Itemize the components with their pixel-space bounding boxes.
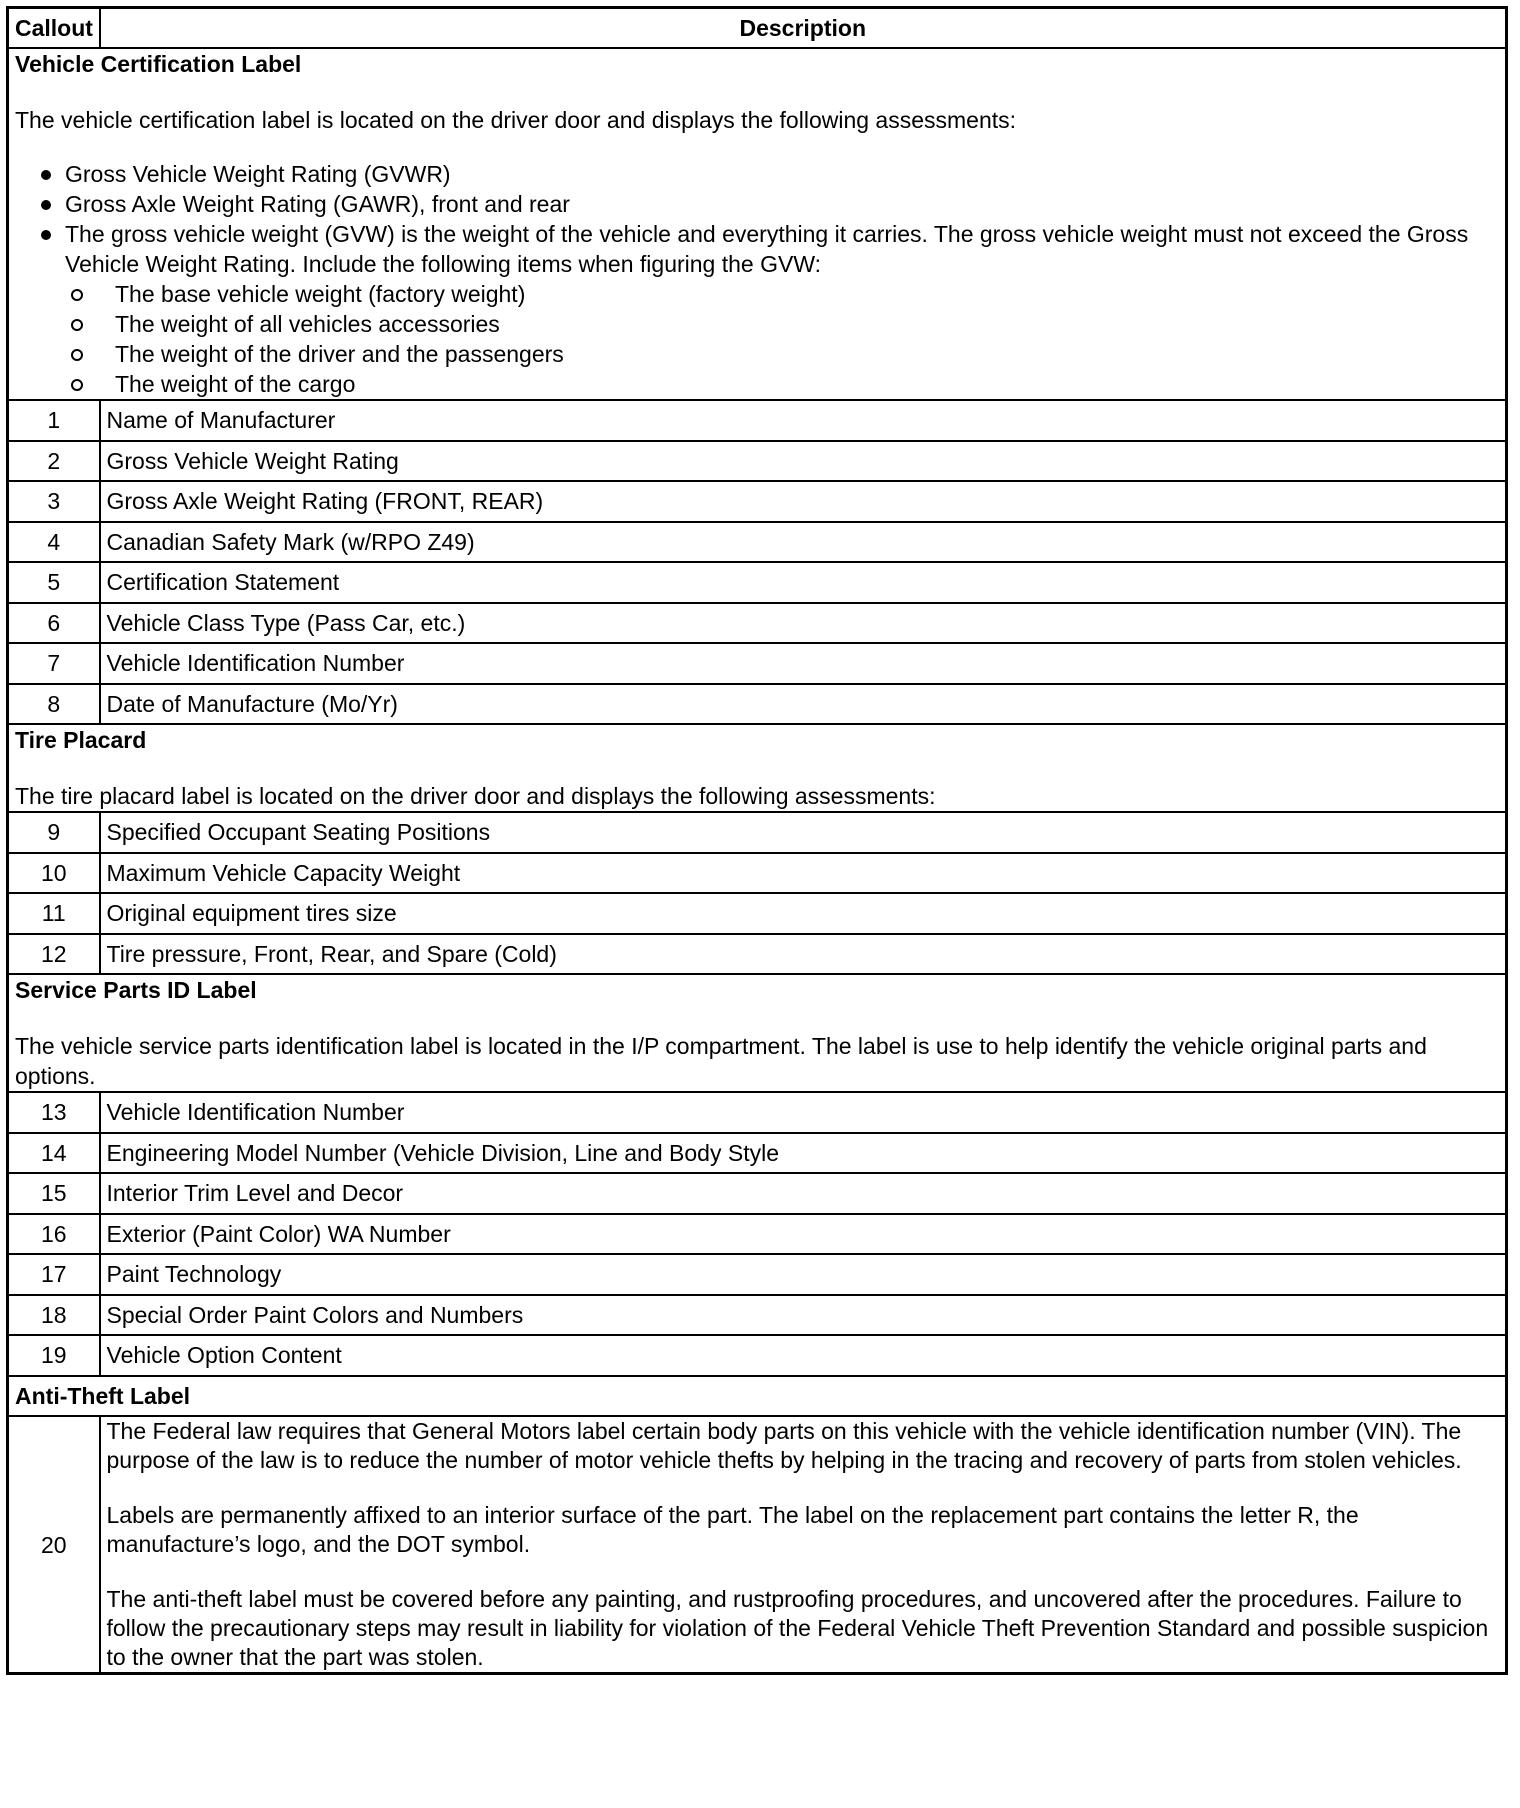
hollow-bullet-icon [71, 319, 83, 331]
callout-number: 3 [8, 481, 100, 522]
callout-description: Specified Occupant Seating Positions [100, 812, 1507, 853]
sub-bullet-item: The weight of all vehicles accessories [65, 309, 1499, 339]
table-row [8, 1254, 1507, 1295]
paragraph: The anti-theft label must be covered before any painting, and rustproofing procedures, and uncovered after the procedures. Failure to follow the precautionary steps may result in liability for violation of the Federal Vehicle Theft Prevention Standard and possible suspicion to the owner that the part was stolen. [106, 1586, 1489, 1670]
callout-description: Date of Manufacture (Mo/Yr) [100, 684, 1507, 725]
callout-number: 12 [8, 934, 100, 975]
table-row [8, 1173, 1507, 1214]
section-title: Vehicle Certification Label [15, 51, 302, 77]
section-service-parts [8, 974, 1507, 1092]
hollow-bullet-icon [71, 379, 83, 391]
callout-number: 16 [8, 1214, 100, 1255]
callout-description: Paint Technology [100, 1254, 1507, 1295]
callout-description: Name of Manufacturer [100, 400, 1507, 441]
bullet-item: The gross vehicle weight (GVW) is the weight of the vehicle and everything it carries. The gross vehicle weight must not exceed the Gross Vehicle Weight Rating. Include the following items when figuring the GVW: The base vehicle weight (factory weight) The weight of all vehicles accessories The weight of the driver and the passengers The weight of the cargo [15, 219, 1499, 399]
callout-number: 5 [8, 562, 100, 603]
callout-table [6, 6, 1508, 1675]
table-row [8, 1214, 1507, 1255]
section-title: Service Parts ID Label [15, 977, 257, 1003]
section-intro: The vehicle service parts identification label is located in the I/P compartment. The label is use to help identify the vehicle original parts and options. [15, 1033, 1427, 1089]
table-row [8, 853, 1507, 894]
callout-description: Exterior (Paint Color) WA Number [100, 1214, 1507, 1255]
callout-number: 9 [8, 812, 100, 853]
callout-description: Original equipment tires size [100, 893, 1507, 934]
table-row [8, 1335, 1507, 1376]
callout-description: Tire pressure, Front, Rear, and Spare (Cold) [100, 934, 1507, 975]
callout-number: 13 [8, 1092, 100, 1133]
callout-number: 10 [8, 853, 100, 894]
callout-description: Certification Statement [100, 562, 1507, 603]
callout-description [100, 1416, 1507, 1674]
callout-description: Gross Vehicle Weight Rating [100, 441, 1507, 482]
section-title: Anti-Theft Label [15, 1382, 191, 1409]
callout-description: Canadian Safety Mark (w/RPO Z49) [100, 522, 1507, 563]
header-row [8, 8, 1507, 49]
callout-column-header: Callout [8, 8, 100, 49]
callout-description: Vehicle Identification Number [100, 643, 1507, 684]
callout-number: 18 [8, 1295, 100, 1336]
description-column-header: Description [100, 8, 1507, 49]
callout-number: 11 [8, 893, 100, 934]
sub-bullet-item: The weight of the cargo [65, 369, 1499, 399]
paragraph: The Federal law requires that General Motors label certain body parts on this vehicle with the vehicle identification number (VIN). The purpose of the law is to reduce the number of motor vehicle thefts by helping in the tracing and recovery of parts from stolen vehicles. [106, 1418, 1462, 1473]
bullet-icon [41, 230, 51, 240]
callout-number: 20 [8, 1416, 100, 1674]
callout-number: 8 [8, 684, 100, 725]
callout-number: 7 [8, 643, 100, 684]
bullet-item: Gross Vehicle Weight Rating (GVWR) [15, 159, 1499, 189]
sub-bullet-item: The weight of the driver and the passengers [65, 339, 1499, 369]
callout-description: Vehicle Class Type (Pass Car, etc.) [100, 603, 1507, 644]
section-anti-theft [8, 1376, 1507, 1417]
bullet-list [15, 159, 1499, 399]
section-tire-placard [8, 724, 1507, 812]
section-intro: The tire placard label is located on the driver door and displays the following assessments: [15, 783, 936, 809]
callout-description: Vehicle Option Content [100, 1335, 1507, 1376]
callout-description: Maximum Vehicle Capacity Weight [100, 853, 1507, 894]
section-vehicle-certification [8, 48, 1507, 400]
callout-number: 4 [8, 522, 100, 563]
table-row [8, 1416, 1507, 1674]
callout-number: 15 [8, 1173, 100, 1214]
table-row [8, 1133, 1507, 1174]
hollow-bullet-icon [71, 349, 83, 361]
table-row [8, 643, 1507, 684]
callout-description: Interior Trim Level and Decor [100, 1173, 1507, 1214]
table-row [8, 684, 1507, 725]
table-row [8, 603, 1507, 644]
callout-description: Vehicle Identification Number [100, 1092, 1507, 1133]
table-row [8, 1295, 1507, 1336]
bullet-icon [41, 170, 51, 180]
section-title: Tire Placard [15, 727, 147, 753]
table-row [8, 441, 1507, 482]
table-row [8, 1092, 1507, 1133]
table-row [8, 562, 1507, 603]
table-row [8, 481, 1507, 522]
callout-number: 2 [8, 441, 100, 482]
callout-description: Special Order Paint Colors and Numbers [100, 1295, 1507, 1336]
callout-number: 14 [8, 1133, 100, 1174]
section-intro: The vehicle certification label is located on the driver door and displays the following assessments: [15, 107, 1017, 133]
sub-bullet-item: The base vehicle weight (factory weight) [65, 279, 1499, 309]
table-row [8, 893, 1507, 934]
table-row [8, 934, 1507, 975]
callout-description: Engineering Model Number (Vehicle Division, Line and Body Style [100, 1133, 1507, 1174]
callout-number: 1 [8, 400, 100, 441]
callout-description: Gross Axle Weight Rating (FRONT, REAR) [100, 481, 1507, 522]
callout-number: 17 [8, 1254, 100, 1295]
table-row [8, 522, 1507, 563]
paragraph: Labels are permanently affixed to an interior surface of the part. The label on the replacement part contains the letter R, the manufacture’s logo, and the DOT symbol. [106, 1502, 1359, 1557]
table-row [8, 400, 1507, 441]
bullet-icon [41, 200, 51, 210]
callout-number: 19 [8, 1335, 100, 1376]
callout-number: 6 [8, 603, 100, 644]
sub-bullet-list [65, 279, 1499, 399]
hollow-bullet-icon [71, 289, 83, 301]
bullet-item: Gross Axle Weight Rating (GAWR), front and rear [15, 189, 1499, 219]
table-row [8, 812, 1507, 853]
